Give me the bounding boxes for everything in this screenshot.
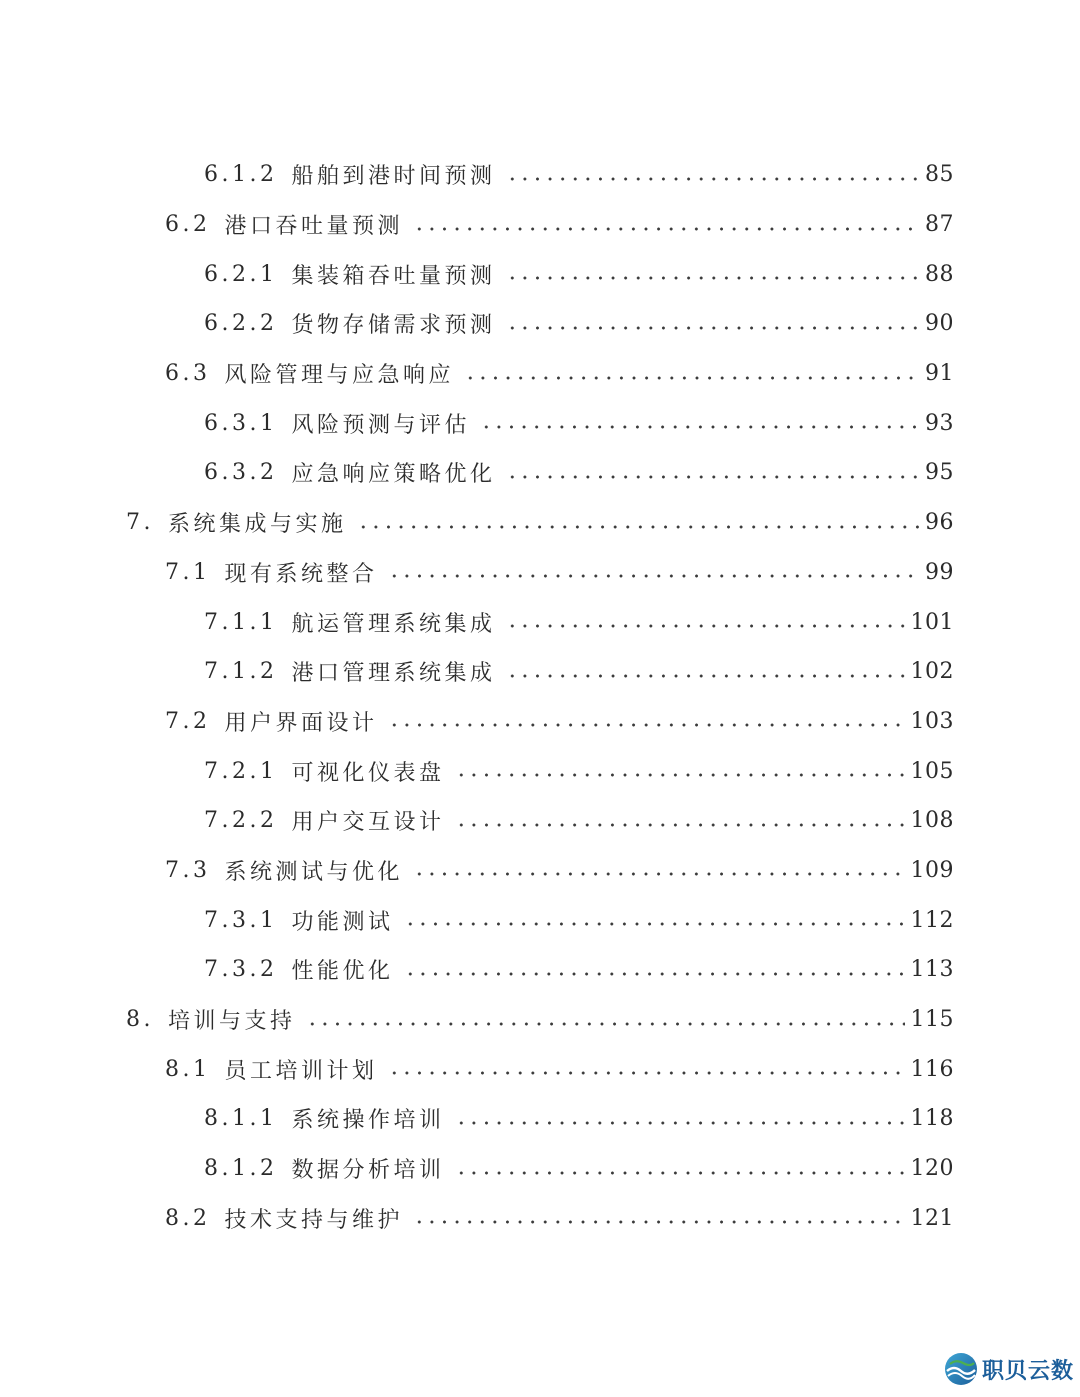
toc-entry-title: 用户界面设计 (224, 710, 378, 736)
toc-entry-title: 用户交互设计 (291, 810, 445, 836)
toc-entry[interactable] (0, 647, 1080, 697)
toc-entry-number: 8.2 (165, 1205, 211, 1231)
toc-entry-page: 115 (910, 1007, 954, 1033)
toc-entry[interactable] (0, 1094, 1080, 1144)
toc-entry[interactable] (0, 746, 1080, 796)
toc-entry-title: 船舶到港时间预测 (291, 164, 496, 190)
toc-entry-number: 8.1 (165, 1056, 211, 1082)
toc-dot-leader (464, 367, 919, 389)
toc-entry[interactable] (0, 249, 1080, 299)
toc-dot-leader (455, 814, 905, 836)
toc-entry-number: 6.2.2 (204, 311, 278, 337)
toc-dot-leader (506, 168, 920, 190)
toc-entry-number: 8.1.2 (204, 1156, 278, 1182)
toc-entry[interactable] (0, 796, 1080, 846)
toc-dot-leader (357, 516, 919, 538)
toc-entry-page: 90 (925, 311, 954, 337)
toc-entry-page: 93 (925, 410, 954, 436)
toc-entry[interactable] (0, 846, 1080, 896)
toc-entry[interactable] (0, 448, 1080, 498)
toc-entry-page: 112 (910, 907, 954, 933)
toc-entry-number: 7.1.2 (204, 659, 278, 685)
toc-entry[interactable] (0, 398, 1080, 448)
toc-entry-page: 95 (925, 460, 954, 486)
toc-dot-leader (388, 714, 905, 736)
toc-dot-leader (404, 913, 905, 935)
toc-entry-number: 7. (126, 510, 154, 536)
toc-entry-title: 港口吞吐量预测 (224, 214, 404, 240)
toc-dot-leader (413, 863, 904, 885)
toc-entry-number: 7.1 (165, 559, 211, 585)
toc-entry-title: 可视化仪表盘 (291, 760, 445, 786)
toc-entry-page: 121 (910, 1205, 954, 1231)
toc-entry[interactable] (0, 895, 1080, 945)
toc-entry[interactable] (0, 1044, 1080, 1094)
toc-entry-number: 7.2.2 (204, 808, 278, 834)
toc-dot-leader (455, 1112, 905, 1134)
toc-dot-leader (413, 1211, 904, 1233)
toc-entry-number: 6.2 (165, 212, 211, 238)
toc-dot-leader (506, 665, 905, 687)
toc-entry-page: 87 (925, 212, 954, 238)
toc-entry-number: 6.3.2 (204, 460, 278, 486)
toc-dot-leader (506, 615, 905, 637)
toc-entry-title: 数据分析培训 (291, 1158, 445, 1184)
toc-entry-page: 105 (910, 758, 954, 784)
toc-entry-title: 航运管理系统集成 (291, 611, 496, 637)
watermark-text: 职贝云数 (981, 1358, 1074, 1384)
toc-entry-page: 113 (910, 957, 954, 983)
toc-entry[interactable] (0, 945, 1080, 995)
toc-entry-title: 功能测试 (291, 909, 394, 935)
toc-dot-leader (455, 764, 905, 786)
toc-entry-number: 7.1.1 (204, 609, 278, 635)
toc-dot-leader (480, 416, 919, 438)
table-of-contents (0, 150, 1080, 1243)
toc-entry-page: 102 (910, 659, 954, 685)
toc-entry-title: 系统测试与优化 (224, 859, 404, 885)
toc-entry-number: 7.3 (165, 857, 211, 883)
toc-entry-number: 6.2.1 (204, 261, 278, 287)
toc-entry-page: 108 (910, 808, 954, 834)
toc-entry-title: 货物存储需求预测 (291, 313, 496, 339)
toc-entry-page: 99 (925, 559, 954, 585)
toc-entry-title: 风险预测与评估 (291, 412, 470, 438)
toc-entry[interactable] (0, 597, 1080, 647)
wave-globe-icon (944, 1352, 978, 1386)
toc-entry-number: 6.3 (165, 361, 211, 387)
toc-entry-number: 8.1.1 (204, 1106, 278, 1132)
toc-entry-number: 8. (126, 1007, 154, 1033)
toc-dot-leader (413, 218, 919, 240)
toc-entry-title: 集装箱吞吐量预测 (291, 263, 496, 289)
toc-entry-page: 91 (925, 361, 954, 387)
toc-entry-title: 技术支持与维护 (224, 1207, 404, 1233)
toc-entry-page: 96 (925, 510, 954, 536)
toc-entry-page: 85 (925, 162, 954, 188)
toc-entry-title: 系统操作培训 (291, 1108, 445, 1134)
toc-entry[interactable] (0, 299, 1080, 349)
toc-entry[interactable] (0, 995, 1080, 1045)
toc-entry[interactable] (0, 1144, 1080, 1194)
toc-entry-page: 101 (910, 609, 954, 635)
toc-entry[interactable] (0, 1193, 1080, 1243)
toc-dot-leader (506, 267, 920, 289)
toc-entry[interactable] (0, 548, 1080, 598)
toc-dot-leader (455, 1162, 905, 1184)
toc-entry-number: 7.2.1 (204, 758, 278, 784)
toc-entry-title: 性能优化 (291, 959, 394, 985)
toc-entry-page: 88 (925, 261, 954, 287)
toc-entry-title: 培训与支持 (168, 1009, 296, 1035)
toc-dot-leader (306, 1013, 905, 1035)
toc-entry[interactable] (0, 498, 1080, 548)
toc-entry-title: 员工培训计划 (224, 1058, 378, 1084)
toc-entry-page: 118 (910, 1106, 954, 1132)
toc-entry-page: 120 (910, 1156, 954, 1182)
toc-entry-title: 应急响应策略优化 (291, 462, 496, 488)
toc-entry-title: 风险管理与应急响应 (224, 363, 455, 389)
toc-dot-leader (506, 466, 920, 488)
toc-dot-leader (506, 317, 920, 339)
toc-entry[interactable] (0, 349, 1080, 399)
toc-entry[interactable] (0, 150, 1080, 200)
toc-entry-number: 7.3.2 (204, 957, 278, 983)
toc-dot-leader (388, 1062, 905, 1084)
toc-entry-number: 7.2 (165, 708, 211, 734)
toc-entry-number: 7.3.1 (204, 907, 278, 933)
toc-entry-number: 6.3.1 (204, 410, 278, 436)
toc-dot-leader (388, 565, 919, 587)
toc-dot-leader (404, 963, 905, 985)
toc-entry-page: 116 (910, 1056, 954, 1082)
toc-entry[interactable] (0, 200, 1080, 250)
toc-entry-page: 109 (910, 857, 954, 883)
watermark-logo (944, 1347, 1074, 1391)
toc-entry-title: 港口管理系统集成 (291, 661, 496, 687)
toc-entry-title: 现有系统整合 (224, 561, 378, 587)
toc-entry-number: 6.1.2 (204, 162, 278, 188)
toc-entry-title: 系统集成与实施 (168, 512, 347, 538)
toc-entry[interactable] (0, 697, 1080, 747)
toc-entry-page: 103 (910, 708, 954, 734)
